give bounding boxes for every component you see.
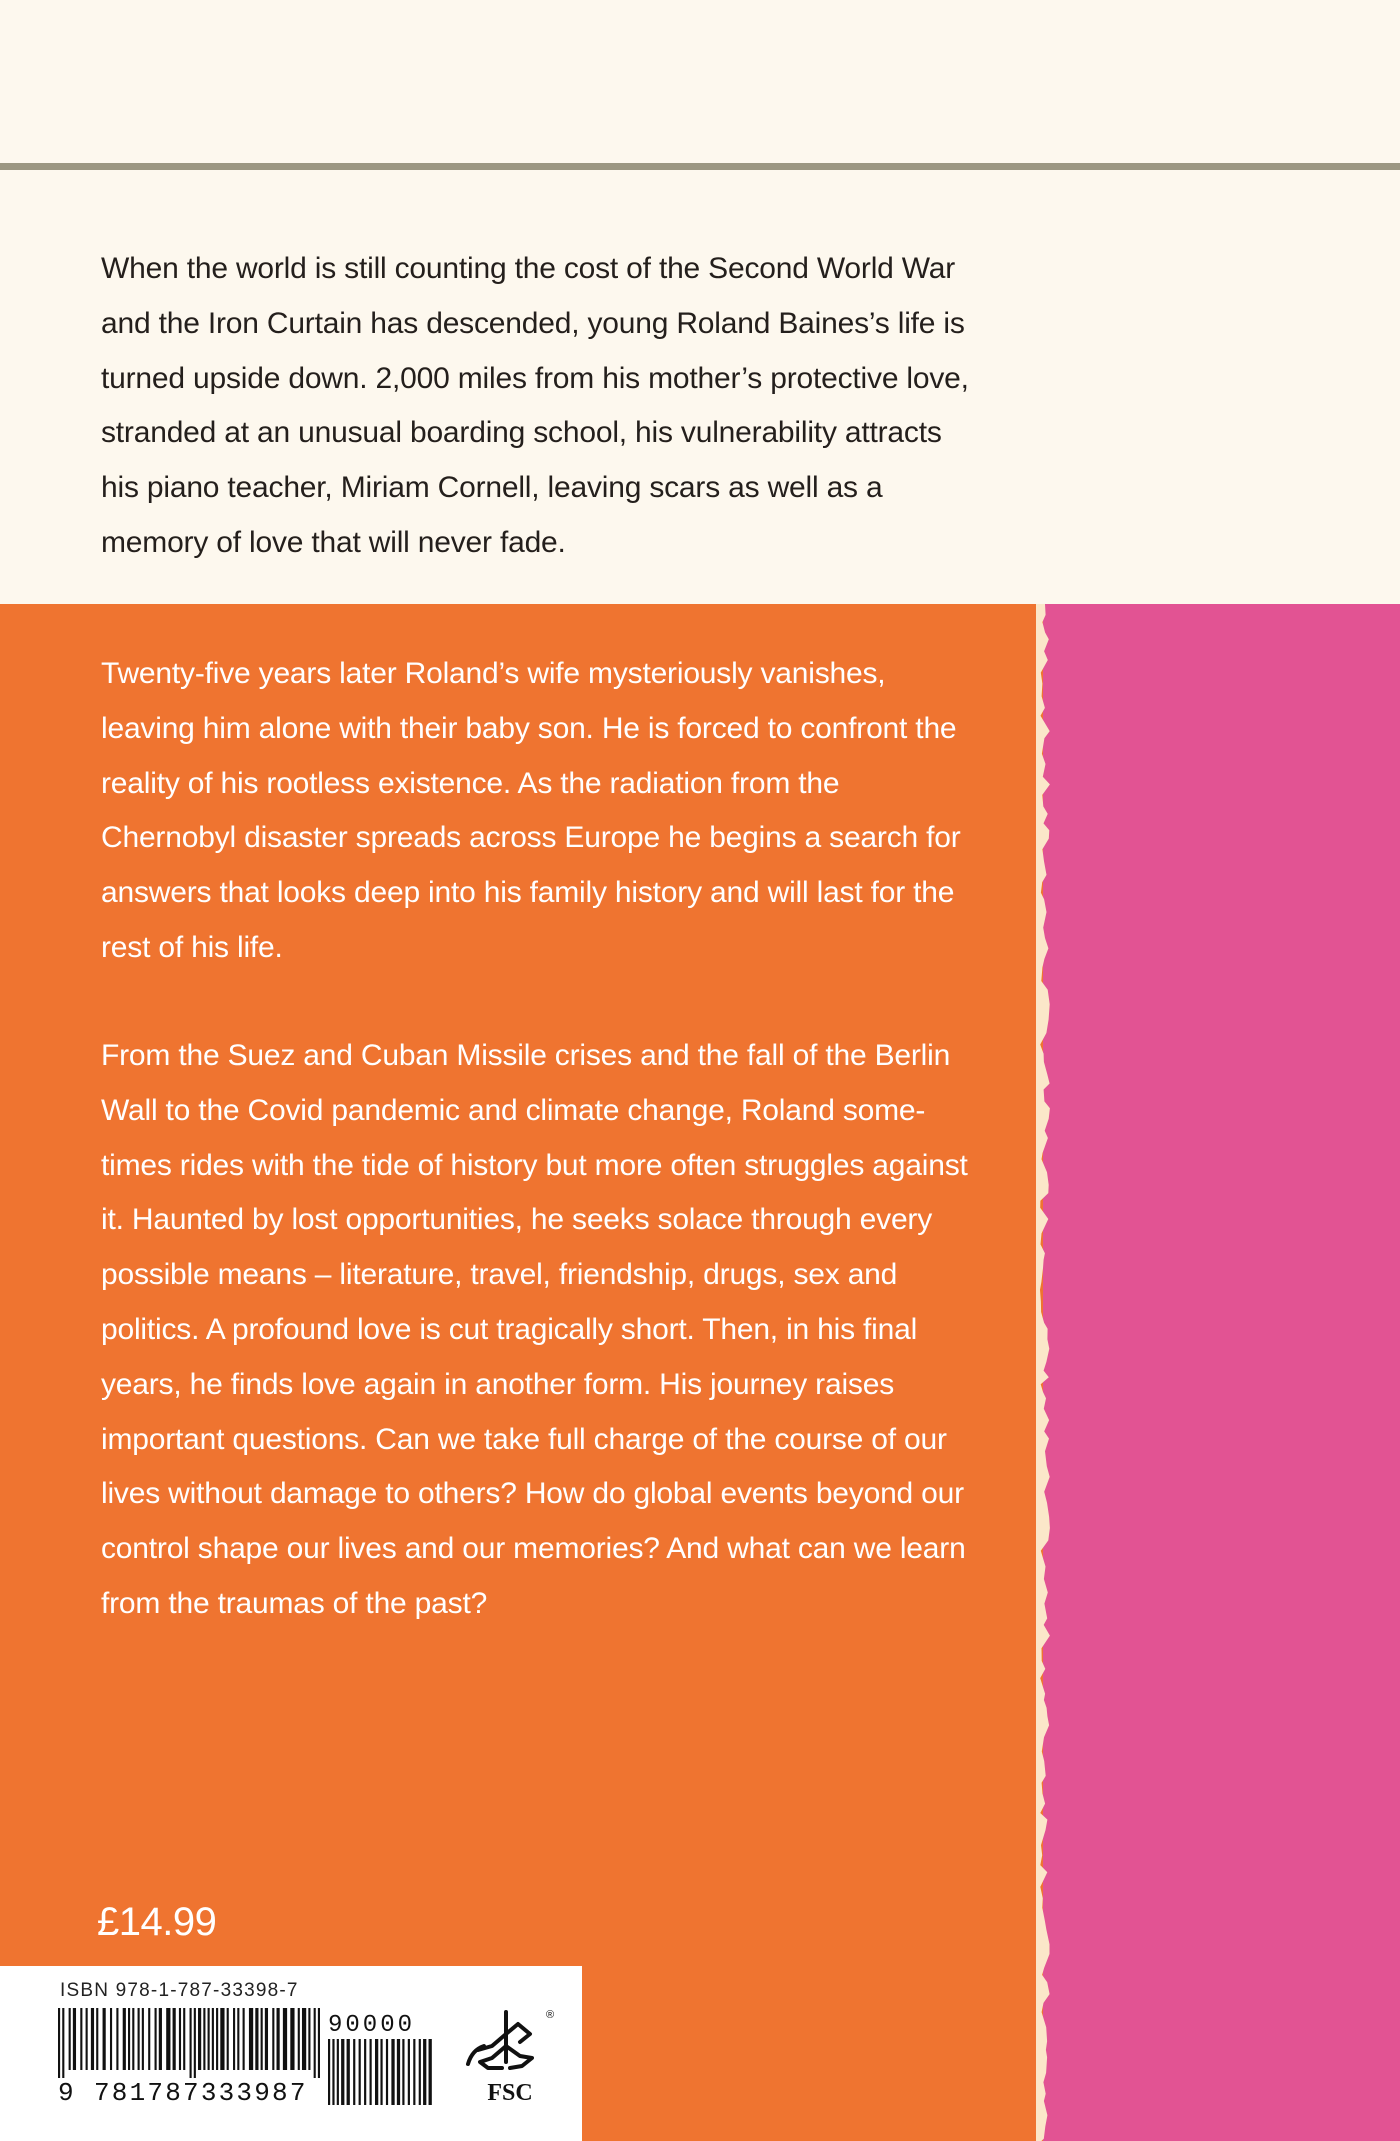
blurb-paragraph-3: From the Suez and Cuban Missile crises and the fall of the Berlin Wall to the Covid pandemic and climate change, Roland some-times rides with the tide of history but more often struggles against it. Haunted by lost opportunities, he seeks solace through every possible means – literature, travel, friendship, drugs, sex and politics. A profound love is cut tragically short. Then, in his final years, he finds love again in another form. His journey raises important questions. Can we take full charge of the course of our lives without damage to others? How do global events beyond our control shape our lives and our memories? And what can we learn from the traumas of the past? bbox=[101, 1039, 968, 1620]
fsc-tree-logo bbox=[462, 2006, 558, 2106]
barcode-lead-digit: 9 bbox=[58, 2078, 74, 2108]
top-blank-band bbox=[0, 0, 1400, 163]
horizontal-divider bbox=[0, 163, 1400, 170]
blurb-paragraph-1: When the world is still counting the cost of the Second World War and the Iron Curtain has descended, young Roland Baines’s life is turned upside down. 2,000 miles from his mother’s protective love, stranded at an unusual boarding school, his vulnerability attracts his piano teacher, Miriam Cornell, leaving scars as well as a memory of love that will never fade. bbox=[101, 252, 969, 559]
registered-mark: ® bbox=[546, 2009, 555, 2021]
torn-paper-edge bbox=[1036, 604, 1054, 2141]
price-label: £14.99 bbox=[97, 1900, 217, 1944]
fsc-label: FSC bbox=[487, 2080, 533, 2106]
blurb-paragraph-2: Twenty-five years later Roland’s wife mysteriously vanishes, leaving him alone with their baby son. He is forced to confront the reality of his rootless existence. As the radiation from the Chernobyl disaster spreads across Europe he begins a search for answers that looks deep into his family history and will last for the rest of his life. bbox=[101, 657, 961, 964]
barcode-addon-digits: 90000 bbox=[328, 2012, 416, 2039]
ean-barcode bbox=[58, 2008, 320, 2078]
pink-strip bbox=[1043, 604, 1400, 2141]
barcode-panel bbox=[0, 1966, 582, 2141]
barcode-digits: 781787333987 bbox=[94, 2078, 308, 2108]
addon-barcode bbox=[328, 2039, 434, 2105]
isbn-label: ISBN 978-1-787-33398-7 bbox=[60, 1980, 299, 2001]
